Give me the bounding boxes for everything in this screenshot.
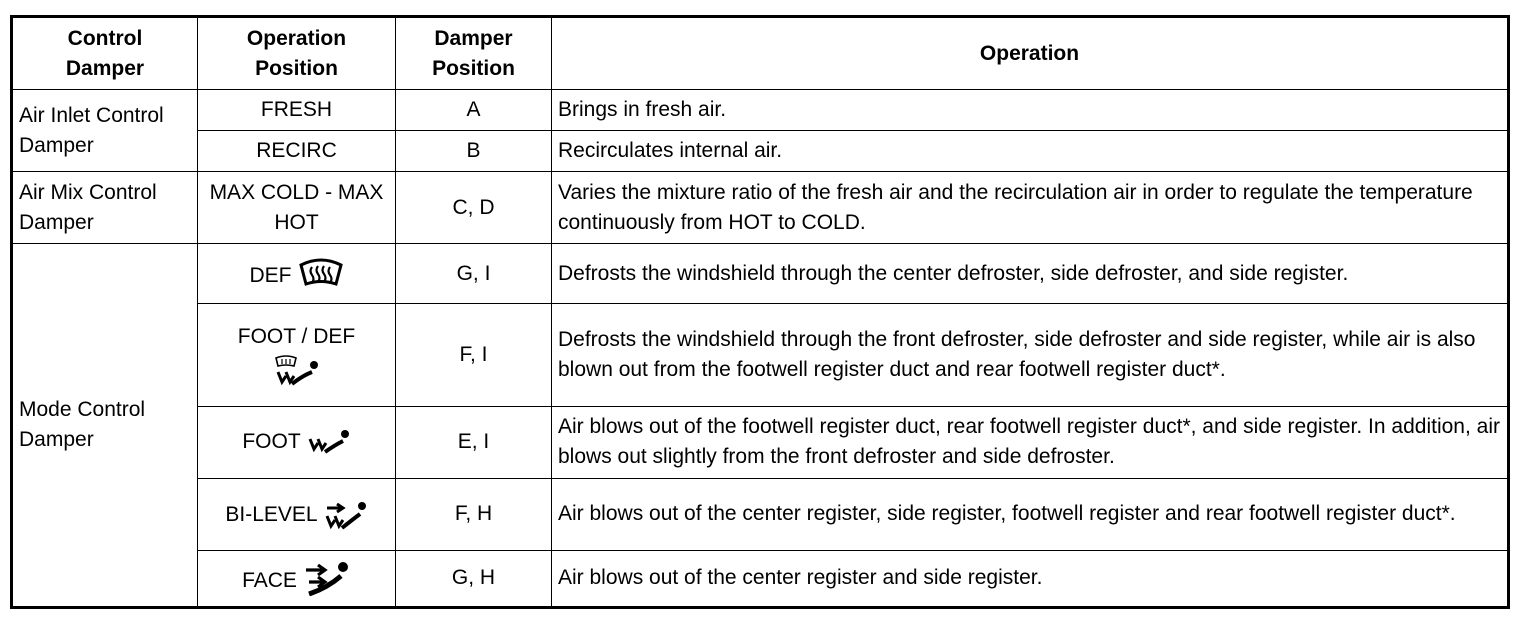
position-label: DEF xyxy=(249,263,292,287)
header-operation: Operation xyxy=(552,17,1509,90)
table-row xyxy=(12,90,1509,131)
group-cell: Air Inlet Control Damper xyxy=(12,90,198,172)
header-damper-position: Damper Position xyxy=(396,17,552,90)
position-cell xyxy=(198,244,396,304)
table-row xyxy=(12,172,1509,244)
damper-cell: B xyxy=(396,131,552,172)
position-label: FOOT xyxy=(242,430,301,454)
operation-cell: Defrosts the windshield through the front defroster, side defroster and side register, while air is also blown out from the footwell register duct and rear footwell register duct*. xyxy=(552,304,1509,406)
foot-defrost-icon xyxy=(272,354,320,388)
damper-cell: E, I xyxy=(396,406,552,478)
header-control-damper: Control Damper xyxy=(12,17,198,90)
foot-airflow-icon xyxy=(307,427,351,457)
damper-cell: C, D xyxy=(396,172,552,244)
table-row xyxy=(12,244,1509,304)
damper-cell: G, H xyxy=(396,550,552,607)
header-operation-position: Operation Position xyxy=(198,17,396,90)
operation-cell: Brings in fresh air. xyxy=(552,90,1509,131)
bi-level-airflow-icon xyxy=(324,498,368,530)
operation-cell: Air blows out of the center register, side register, footwell register and rear footwell register duct*. xyxy=(552,478,1509,550)
windshield-defrost-icon xyxy=(298,257,344,291)
header-row xyxy=(12,17,1509,90)
table-row xyxy=(12,478,1509,550)
position-label: BI-LEVEL xyxy=(225,503,318,527)
operation-cell: Varies the mixture ratio of the fresh air and the recirculation air in order to regulate the temperature continuously from HOT to COLD. xyxy=(552,172,1509,244)
operation-cell: Air blows out of the footwell register duct, rear footwell register duct*, and side register. In addition, air blows out slightly from the front defroster and side defroster. xyxy=(552,406,1509,478)
position-label: FOOT / DEF xyxy=(237,324,356,348)
position-cell: RECIRC xyxy=(198,131,396,172)
position-cell xyxy=(198,550,396,607)
damper-table xyxy=(10,15,1510,609)
operation-cell: Air blows out of the center register and side register. xyxy=(552,550,1509,607)
table-row xyxy=(12,304,1509,406)
table-row xyxy=(12,131,1509,172)
group-cell: Mode Control Damper xyxy=(12,244,198,608)
face-airflow-icon xyxy=(303,560,351,596)
damper-cell: F, H xyxy=(396,478,552,550)
position-cell: FRESH xyxy=(198,90,396,131)
position-cell xyxy=(198,478,396,550)
group-cell: Air Mix Control Damper xyxy=(12,172,198,244)
position-cell: MAX COLD - MAX HOT xyxy=(198,172,396,244)
position-cell xyxy=(198,406,396,478)
damper-cell: A xyxy=(396,90,552,131)
damper-cell: F, I xyxy=(396,304,552,406)
position-cell xyxy=(198,304,396,406)
table-row xyxy=(12,550,1509,607)
operation-cell: Defrosts the windshield through the center defroster, side defroster, and side register. xyxy=(552,244,1509,304)
table-row xyxy=(12,406,1509,478)
damper-cell: G, I xyxy=(396,244,552,304)
position-label: FACE xyxy=(242,569,297,593)
operation-cell: Recirculates internal air. xyxy=(552,131,1509,172)
